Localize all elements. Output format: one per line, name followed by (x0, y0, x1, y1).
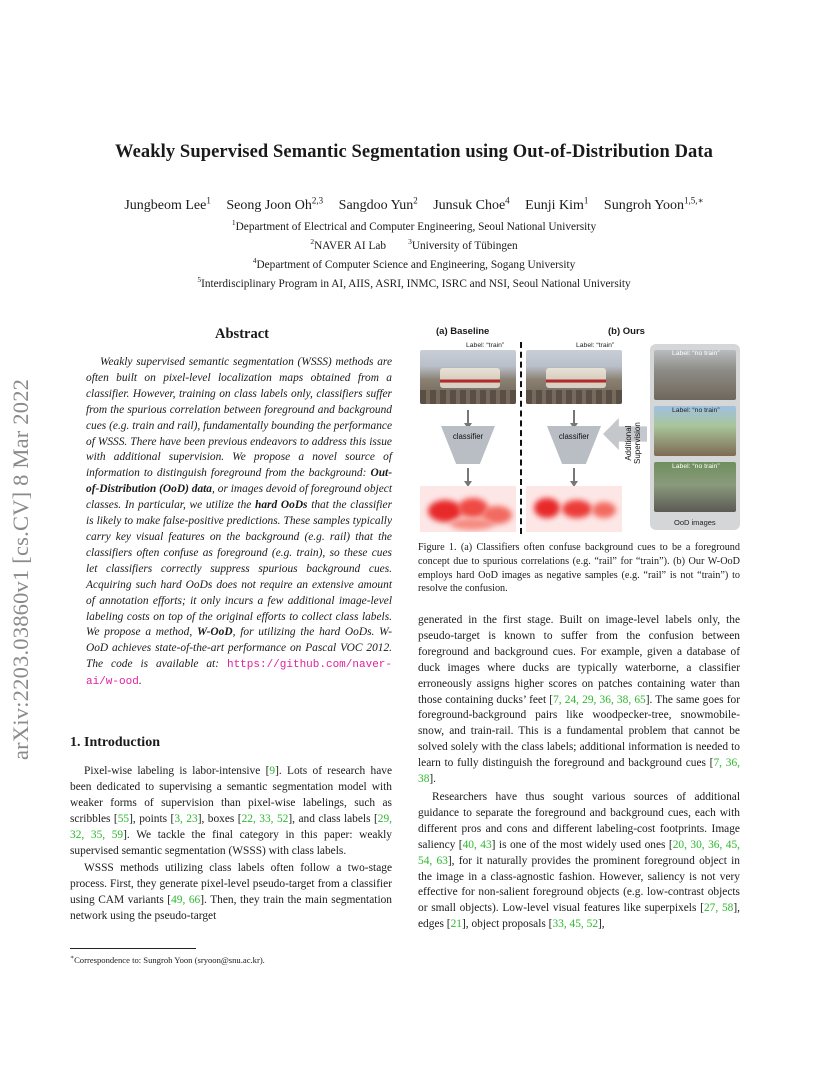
divider-dashed (520, 342, 522, 534)
aff-text: NAVER AI Lab (314, 239, 387, 252)
ood-images-panel (650, 344, 740, 530)
figure-caption: Figure 1. (a) Classifiers often confuse background cues to be a foreground concept due to spurious correlations (e.g. “rail” for “train”). (b) Our W-OoD employs hard OoD images as negative samples (e.g. “rail” is not “train”) to resolve the confusion. (418, 542, 740, 595)
citation-link[interactable]: 40, 43 (462, 838, 492, 851)
body-text: Researchers have thus sought various sources of additional guidance to separate the foreground and background cues, each with different pros and cons and different labeling-cost footprints. Image saliency [ (418, 790, 740, 851)
paper-title: Weakly Supervised Semantic Segmentation using Out-of-Distribution Data (114, 142, 713, 162)
citation-link[interactable]: 20, 30, 36, 45, 54, 63 (418, 838, 741, 867)
body-text: WSSS methods utilizing class labels often follow a two-stage process. First, they generate pixel-level pseudo-target from a classifier using CAM variants [ (70, 862, 392, 907)
abstract-paragraph (86, 355, 392, 691)
citation-link[interactable]: 9 (269, 765, 276, 777)
arrow-down-icon (573, 410, 575, 424)
body-text: ]. (429, 773, 437, 786)
code-url-link[interactable]: https://github.com/naver-ai/w-ood (86, 659, 392, 689)
citation-link[interactable]: 22, 33, 52 (241, 812, 289, 825)
label-no-train-1: Label: “no train” (672, 350, 720, 357)
label-train-b: Label: “train” (576, 342, 615, 349)
affiliation-4 (0, 256, 828, 271)
citation-link[interactable]: 3, 23 (174, 812, 198, 825)
train-photo-a (420, 350, 516, 404)
author-sup: 4 (505, 195, 510, 205)
figure-1 (418, 322, 740, 540)
abstract-emphasis: hard OoDs (255, 499, 308, 512)
intro-body (70, 764, 392, 925)
aff-text: Department of Computer Science and Engineering, Sogang University (256, 258, 576, 271)
classifier-label-b: classifier (558, 432, 590, 441)
author-name: Junsuk Choe (433, 197, 506, 213)
aff-sup: 2 (310, 237, 315, 246)
author (525, 195, 589, 213)
citation-link[interactable]: 27, 58 (703, 902, 734, 915)
abstract-text: . (138, 675, 142, 688)
intro-paragraph (70, 861, 392, 925)
rails-shape (526, 390, 622, 404)
author-sup: 2,3 (311, 195, 324, 205)
abstract-text: that the classifier is likely to make false-positive predictions. These samples typically carry key visual features on the background (e.g. rail) that the classifiers often confuse as foreground (e.g. train), so these cues let classifiers correctly suppress spurious background cues. Acquiring such hard OoDs does not require an extensive amount of annotation efforts; it only incurs a few additional image-level labeling costs on top of the original efforts to collect class labels. We propose a method, (86, 499, 392, 639)
body-text: Pixel-wise labeling is labor-intensive [ (84, 765, 270, 777)
author-name: Eunji Kim (525, 197, 584, 213)
author-name: Sungroh Yoon (603, 197, 685, 213)
author-sup: 1 (206, 195, 211, 205)
body-text: ]. The same goes for foreground-background pairs like woodpecker-tree, snowmobile-snow, and train-rail. This is a fundamental problem that cannot be solved solely with the class labels; additional information is needed to learn to fully distinguish the foreground and background cues [ (418, 693, 740, 770)
figure-label-a: (a) Baseline (436, 326, 490, 337)
citation-link[interactable]: 33, 45, 52 (552, 918, 599, 931)
label-train-a: Label: “train” (466, 342, 505, 349)
footnote-rule (70, 948, 196, 949)
author-list (0, 195, 828, 214)
footnote-text: Correspondence to: Sungroh Yoon (sryoon@snu.ac.kr). (74, 954, 265, 965)
section-heading-introduction: 1. Introduction (70, 735, 160, 750)
body-text: ]. Lots of research have been dedicated to supervising a semantic segmentation model with weaker forms of supervision than pixel-wise labelings, such as scribbles [ (70, 765, 392, 825)
classifier-label-a: classifier (452, 432, 484, 441)
train-shape (440, 368, 500, 388)
abstract-body (86, 355, 392, 691)
author (226, 195, 324, 213)
author (433, 195, 510, 213)
body-text: generated in the first stage. Built on image-level labels only, the pseudo-target is known to suffer from the confusion between foreground and background cues. For example, given a database of duck images where ducks are typically waterborne, a classifier erroneously assigns higher scores on patches containing water than those containing ducks’ feet [ (418, 614, 740, 706)
citation-link[interactable]: 7, 24, 29, 36, 38, 65 (553, 693, 646, 706)
footnote (70, 954, 400, 965)
heat-blob (562, 500, 592, 518)
body-text: ], points [ (129, 812, 175, 825)
author (338, 195, 418, 213)
supervision-line: Supervision (633, 422, 642, 464)
author-sup: 1 (583, 195, 589, 205)
body-text: ], and class labels [ (288, 812, 378, 825)
figure-label-b: (b) Ours (608, 326, 645, 337)
body-text: ], edges [ (418, 902, 740, 931)
aff-sup: 4 (252, 256, 257, 265)
author (124, 195, 211, 213)
body-text: ], object proposals [ (461, 918, 553, 931)
abstract-text: , for utilizing the hard OoDs. W-OoD achieves state-of-the-art performance on Pascal VOC 2012. The code is available at: (86, 626, 392, 671)
body-text: ], (598, 918, 605, 931)
citation-link[interactable]: 21 (450, 918, 462, 931)
author (603, 195, 704, 213)
body-paragraph (418, 790, 740, 933)
affiliation-5 (0, 275, 828, 290)
aff-sup: 5 (197, 275, 202, 284)
abstract-heading: Abstract (215, 326, 269, 342)
ood-image-1 (654, 350, 736, 400)
body-text: ], boxes [ (197, 812, 242, 825)
additional-supervision-label (624, 422, 642, 464)
body-text: ]. We tackle the final category in this paper: weakly supervised semantic segmentation (WSSS) with class labels. (70, 828, 393, 857)
aff-sup: 3 (408, 237, 412, 246)
arxiv-stamp: arXiv:2203.03860v1 [cs.CV] 8 Mar 2022 (8, 378, 33, 760)
heatmap-a (420, 486, 516, 532)
train-photo-b (526, 350, 622, 404)
arrow-down-icon (467, 468, 469, 482)
arrow-down-icon (467, 410, 469, 424)
heat-blob (534, 498, 560, 518)
body-text: ], for it naturally provides the prominent foreground object in the image in a class-agnostic fashion. However, saliency is not very effective for non-salient foreground objects (e.g. low-contrast objects or small objects). Low-level visual features like superpixels [ (418, 854, 740, 915)
abstract-emphasis: Out-of-Distribution (OoD) data (86, 467, 392, 496)
citation-link[interactable]: 49, 66 (171, 894, 201, 907)
author-sup: 1,5,∗ (684, 195, 704, 205)
body-text: ] is one of the most widely used ones [ (491, 838, 673, 851)
affiliation-2-3 (0, 237, 828, 252)
label-no-train-3: Label: “no train” (672, 463, 720, 470)
rails-shape (420, 390, 516, 404)
author-sup: 2 (413, 195, 418, 205)
supervision-line: Additional (624, 425, 633, 461)
train-shape (546, 368, 606, 388)
aff-text: Department of Electrical and Computer Engineering, Seoul National University (235, 220, 597, 233)
affiliation-1 (0, 218, 828, 233)
author-name: Seong Joon Oh (226, 197, 312, 213)
citation-link[interactable]: 29, 32, 35, 59 (70, 812, 393, 841)
heat-blob (592, 502, 616, 518)
ood-images-label: OoD images (674, 518, 716, 527)
abstract-text: Weakly supervised semantic segmentation (WSSS) methods are often built on pixel-level localization maps obtained from a classifier. However, training on class labels only, classifiers suffer from the spurious correlation between foreground and background cues (e.g. train and rail), fundamentally bounding the performance of WSSS. There have been previous endeavors to address this issue with additional supervision. We propose a novel source of information to distinguish foreground from the background: (86, 356, 392, 480)
footnote-mark: ∗ (70, 955, 75, 961)
label-no-train-2: Label: “no train” (672, 407, 720, 414)
aff-text: Interdisciplinary Program in AI, AIIS, ASRI, INMC, ISRC and NSI, Seoul National University (201, 277, 631, 290)
citation-link[interactable]: 55 (117, 812, 130, 825)
citation-link[interactable]: 7, 36, 38 (418, 757, 740, 786)
heatmap-b (526, 486, 622, 532)
body-text: ]. Then, they train the main segmentation network using the pseudo-target (70, 894, 392, 923)
abstract-text: , or images devoid of foreground object classes. In particular, we utilize the (86, 483, 393, 512)
body-paragraph (418, 613, 740, 788)
arrow-down-icon (573, 468, 575, 482)
heat-blob (450, 518, 494, 530)
author-name: Jungbeom Lee (124, 197, 207, 213)
intro-paragraph (70, 764, 392, 859)
aff-sup: 1 (231, 218, 236, 227)
abstract-emphasis: W-OoD (196, 626, 233, 639)
aff-text: University of Tübingen (411, 239, 518, 252)
author-name: Sangdoo Yun (338, 197, 414, 213)
right-column-body (418, 613, 740, 933)
